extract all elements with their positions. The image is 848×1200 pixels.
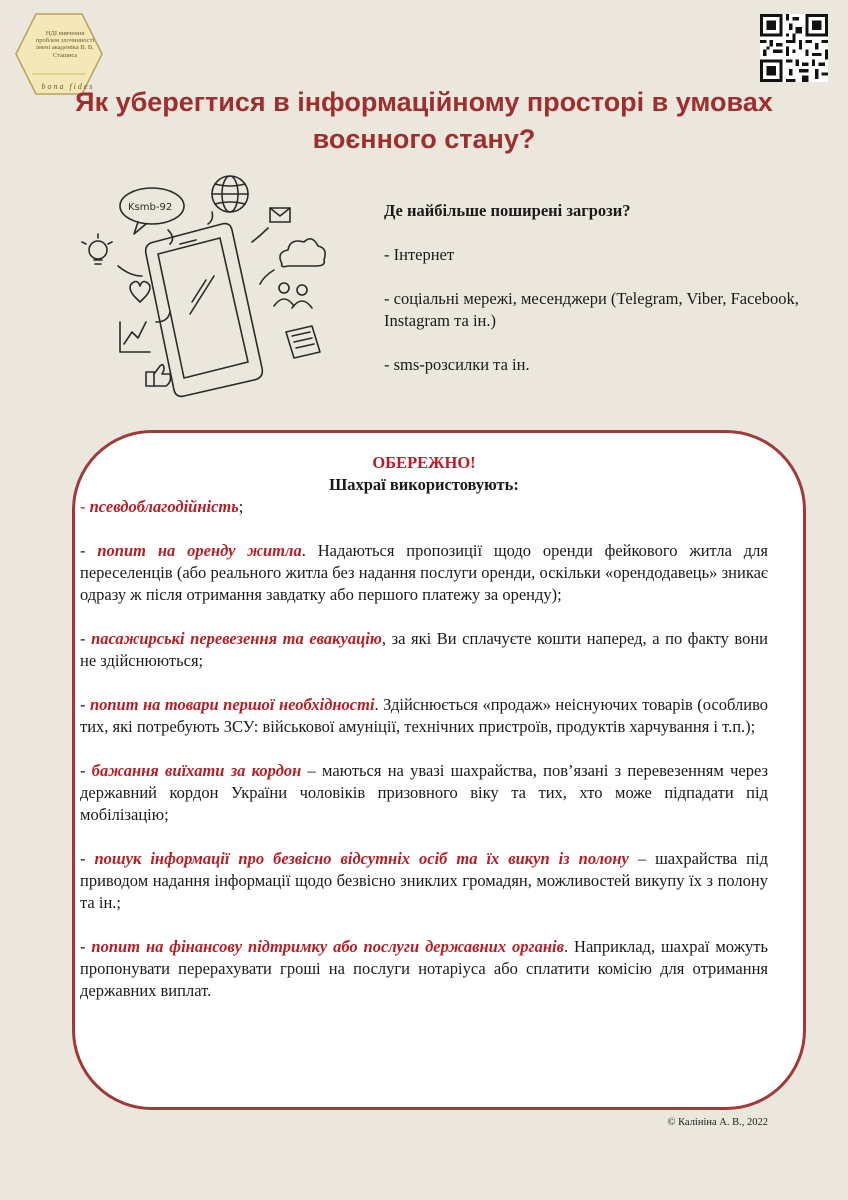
speech-bubble-icon [120, 188, 184, 234]
fraud-item: - попит на оренду житла. Надаються пропозиції щодо оренди фейкового житла для переселенців (або реального житла без надання послуги оренди, оскільки «орендодавець» зникає одразу ж після отримання завдатку або першого платежу за оренду); [80, 541, 768, 604]
document-icon [286, 326, 320, 358]
fraud-item: - псевдоблагодійність; [80, 497, 244, 516]
fraud-item: - попит на фінансову підтримку або послуги державних органів. Наприклад, шахраї можуть пропонувати перерахувати гроші на послуги нотаріуса або сплатити комісію для отримання державних виплат. [80, 937, 768, 1000]
logo-motto: bona fides [41, 82, 95, 91]
fraud-text: – маються на увазі шахрайства, пов’язані з перевезенням через державний кордон України чоловіків призовного віку та тих, хто може підпадати під мобілізацію; [80, 761, 769, 824]
threat-item: - Інтернет [384, 245, 455, 264]
threats-question: Де найбільше поширені загрози? [384, 201, 631, 220]
fraud-text: . Здійснюється «продаж» неіснуючих товарів (особливо тих, які потребують ЗСУ: військової амуніції, технічних пристроїв, продуктів харчування і т.п.); [80, 695, 768, 736]
threats-section [384, 200, 804, 398]
logo-text: НДІ вивчення проблем злочинності імені академіка В. В. Сташиса [35, 30, 95, 59]
fraud-text: , за які Ви сплачуєте кошти наперед, а по факту вони не здійснюються; [80, 629, 768, 670]
warning-content [80, 452, 768, 1024]
threat-item: - соціальні мережі, месенджери (Telegram, Viber, Facebook, Instagram та ін.) [384, 289, 799, 330]
lightbulb-icon [82, 234, 112, 264]
fraud-term: попит на оренду житла [97, 541, 302, 560]
thumbs-up-icon [146, 365, 171, 386]
fraud-item: - пасажирські перевезення та евакуацію, за які Ви сплачуєте кошти наперед, а по факту вони не здійснюються; [80, 629, 768, 670]
trend-chart-icon [120, 322, 150, 352]
fraud-term: пасажирські перевезення та евакуацію [91, 629, 382, 648]
page-title: Як уберегтися в інформаційному просторі в умовах воєнного стану? [75, 87, 773, 154]
bubble-text: Ksmb-92 [128, 202, 173, 213]
fraud-term: псевдоблагодійність [89, 497, 239, 516]
fraud-item: - бажання виїхати за кордон – маються на увазі шахрайства, пов’язані з перевезенням через державний кордон України чоловіків призовного віку та тих, хто може підпадати під мобілізацію; [80, 761, 769, 824]
smartphone-illustration [72, 172, 362, 402]
copyright: © Калініна А. В., 2022 [667, 1117, 768, 1128]
fraud-text: – шахрайства під приводом надання інформації щодо безвісно зниклих громадян, можливостей викупу їх з полону та ін.; [80, 849, 768, 912]
cloud-icon [280, 239, 325, 267]
fraud-term: попит на товари першої необхідності [89, 695, 375, 714]
fraud-text: . Надаються пропозиції щодо оренди фейкового житла для переселенців (або реального житла без надання послуги оренди, оскільки «орендодавець» зникає одразу ж після отримання завдатку або першого платежу за оренду); [80, 541, 768, 604]
fraud-term: попит на фінансову підтримку або послуги державних органів [91, 937, 564, 956]
qr-code-icon [760, 14, 828, 82]
warning-subheading: Шахраї використовують: [329, 475, 519, 494]
fraud-term: пошук інформації про безвісно відсутніх осіб та їх викуп із полону [94, 849, 629, 868]
fraud-item: - пошук інформації про безвісно відсутніх осіб та їх викуп із полону – шахрайства під приводом надання інформації щодо безвісно зниклих громадян, можливостей викупу їх з полону та ін.; [80, 849, 768, 912]
envelope-icon [270, 208, 290, 222]
heart-icon [130, 282, 150, 303]
fraud-text: ; [238, 497, 244, 516]
threat-item: - sms-розсилки та ін. [384, 355, 530, 374]
fraud-item: - попит на товари першої необхідності. Здійснюється «продаж» неіснуючих товарів (особливо тих, які потребують ЗСУ: військової амуніції, технічних пристроїв, продуктів харчування і т.п.); [80, 695, 768, 736]
fraud-term: бажання виїхати за кордон [91, 761, 302, 780]
users-icon [274, 283, 312, 308]
qr-code[interactable] [760, 14, 828, 82]
globe-icon [212, 176, 248, 212]
fraud-text: . Наприклад, шахраї можуть пропонувати перерахувати гроші на послуги нотаріуса або сплатити комісію для отримання державних виплат. [80, 937, 768, 1000]
warning-heading: ОБЕРЕЖНО! [372, 453, 476, 472]
